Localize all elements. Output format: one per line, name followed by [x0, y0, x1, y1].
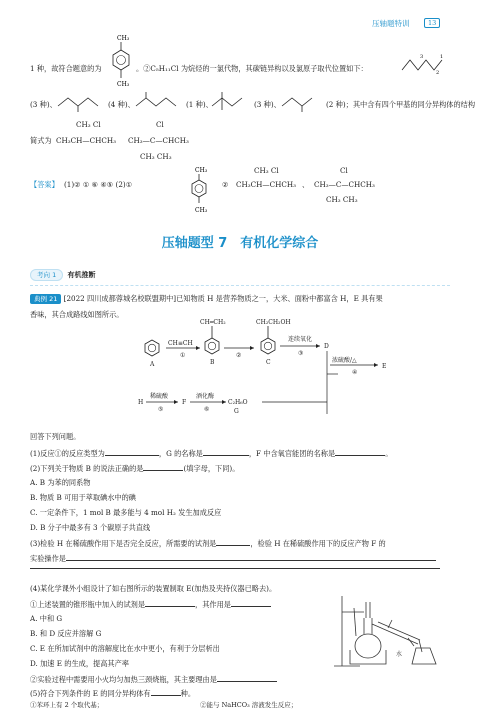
svg-text:2: 2 — [436, 70, 440, 74]
skeleton-chain-3 — [134, 90, 186, 112]
xylene-ch3-bottom: CH₃ — [117, 81, 130, 88]
count-2: (4 种)、 — [108, 100, 135, 109]
q4-1-text-a: ①上述装置的锥形瓶中加入的试剂是 — [30, 600, 146, 609]
q2-blank[interactable] — [143, 463, 183, 471]
q5-row — [30, 688, 195, 699]
answer-formula-2-main: CH₃—C—CHCH₃ — [314, 180, 375, 189]
answer-separator: 、 — [302, 180, 310, 189]
q3-text-a: (3)检验 H 在稀硫酸作用下是否完全反应，所需要的试剂是 — [30, 539, 217, 548]
q1-text-a: (1)反应①的反应类型为 — [30, 449, 105, 458]
answer-label: 【答案】 — [30, 180, 59, 189]
svg-text:CH₃: CH₃ — [195, 167, 208, 174]
q4-1-row — [30, 599, 271, 610]
water-label: 水 — [396, 651, 403, 658]
formula-2-main: CH₃—C—CHCH₃ — [128, 136, 189, 145]
count-5: (2 种)；其中含有四个甲基的同分异构体的结构 — [326, 100, 476, 109]
oxidation-label: 连续氧化 — [288, 336, 313, 343]
kaoxiang-row — [30, 270, 96, 280]
svg-text:1: 1 — [440, 54, 444, 60]
skeleton-chain-1 — [400, 52, 450, 74]
q3-text-b: ，检验 H 在稀硫酸作用下的反应产物 F 的 — [250, 539, 386, 548]
top-line-1-left: 1 种，故符合题意的为 — [30, 64, 102, 73]
q4-1-text-b: ，其作用是 — [195, 600, 231, 609]
q3-blank-2[interactable] — [66, 553, 436, 561]
label-C: C — [266, 359, 271, 366]
formula-1-top: CH₃ Cl — [76, 120, 101, 129]
q3-row — [30, 538, 386, 549]
count-1: (3 种)、 — [30, 100, 57, 109]
cond-5: ⑤ — [158, 406, 164, 413]
q1-blank-3[interactable] — [335, 448, 385, 456]
q3-blank-1[interactable] — [216, 538, 250, 546]
cond-4: ④ — [352, 369, 358, 376]
synthesis-scheme — [138, 318, 438, 430]
kaoxiang-badge: 考向 1 — [30, 269, 63, 281]
q2-opt-a: A. B 为苯的同系物 — [30, 478, 91, 487]
q3-text-c: 实验操作是 — [30, 554, 66, 563]
label-B: B — [210, 359, 215, 366]
q2-text-a: (2)下列关于物质 B 的说法正确的是 — [30, 464, 144, 473]
q4-2-blank[interactable] — [217, 674, 277, 682]
skeleton-chain-4 — [210, 90, 254, 112]
q2-row — [30, 463, 239, 474]
q2-opt-d: D. B 分子中最多有 3 个碳原子共直线 — [30, 523, 151, 532]
q4-1-blank-2[interactable] — [231, 599, 271, 607]
svg-text:CH₃: CH₃ — [195, 207, 208, 214]
cond-6: ⑥ — [204, 406, 210, 413]
q5-cond-2: ②能与 NaHCO₃ 溶液发生反应； — [200, 701, 298, 709]
C-substituent: CH₂CH₂OH — [256, 319, 291, 326]
formula-2-top: Cl — [156, 120, 164, 129]
q2-opt-b: B. 物质 B 可用于萃取碘水中的碘 — [30, 493, 136, 502]
structure-label: 简式为 — [30, 136, 52, 145]
example-badge: 典例 21 — [30, 294, 61, 304]
apparatus-diagram — [330, 592, 450, 672]
answer-formula-1-top: CH₃ Cl — [254, 166, 279, 175]
header-title: 压轴题特训 — [372, 19, 410, 28]
q2-text-b: (填字母，下同)。 — [183, 464, 240, 473]
top-line-1-right: 。②C₅H₁₁Cl 为烷烃的一氯代物，其碳链异构以及氯原子取代位置如下： — [136, 64, 368, 73]
B-substituent: CH═CH₂ — [200, 319, 226, 326]
formula-1-main: CH₃CH—CHCH₃ — [56, 136, 117, 145]
q-intro: 回答下列问题。 — [30, 432, 81, 441]
q1-text-d: 。 — [385, 449, 393, 458]
count-4: (3 种)、 — [254, 100, 281, 109]
xylene-ch3-top: CH₃ — [117, 35, 130, 42]
cond-1: ① — [180, 352, 186, 359]
q1-blank-1[interactable] — [105, 448, 159, 456]
page-number: 13 — [424, 18, 440, 28]
q4-opt-a: A. 中和 G — [30, 614, 63, 623]
answer-formula-1-main: CH₃CH—CHCH₃ — [236, 180, 297, 189]
answer-formula-2-top: Cl — [340, 166, 348, 175]
q4-1-blank-1[interactable] — [145, 599, 195, 607]
q4-2-text: ②实验过程中需要用小火均匀加热三颈烧瓶，其主要理由是 — [30, 675, 217, 684]
q4-2-row — [30, 674, 277, 685]
label-F: F — [182, 399, 187, 406]
q1-row — [30, 448, 392, 459]
answer-formula-2-sub: CH₃ CH₃ — [326, 195, 358, 204]
xylene-structure — [108, 32, 134, 92]
cond-3: ③ — [298, 350, 304, 357]
q5-blank[interactable] — [151, 688, 181, 696]
formula-2-sub: CH₃ CH₃ — [140, 152, 172, 161]
cond-2: ② — [236, 352, 242, 359]
label-A: A — [150, 361, 155, 368]
q1-text-c: ，F 中含氧官能团的名称是 — [248, 449, 336, 458]
answer-part-2: ② — [222, 180, 229, 189]
q5-text-a: (5)符合下列条件的 E 的同分异构体有 — [30, 689, 151, 698]
q5-text-b: 种。 — [180, 689, 196, 698]
label-H: H — [138, 399, 144, 406]
example-text-1: [2022 四川成都蓉城名校联盟期中]已知物质 H 是营养物质之一，大米、面粉中都富含 H，E 具有果 — [63, 294, 383, 303]
acid-label: 浓硫酸/△ — [332, 357, 357, 364]
dilute-acid: 稀硫酸 — [150, 393, 169, 400]
enzyme-label: 酒化酶 — [196, 393, 215, 400]
acetylene: CH≡CH — [168, 340, 193, 347]
skeleton-chain-2 — [56, 92, 106, 112]
q3-row-2 — [30, 553, 436, 564]
label-D: D — [324, 343, 329, 350]
skeleton-chain-5 — [280, 90, 324, 112]
label-G-formula: C₂H₆O — [228, 399, 248, 406]
section-title: 压轴题型 7 有机化学综合 — [161, 236, 319, 251]
q3-blank-3[interactable] — [30, 568, 440, 569]
answer-part-1: (1)② ① ⑥ ④⑤ (2)① — [64, 180, 133, 189]
answer-xylene-structure — [186, 165, 212, 217]
q4-intro: (4)某化学课外小组设计了如右图所示的装置制取 E(加热及夹持仪器已略去)。 — [30, 584, 277, 593]
label-E: E — [382, 363, 387, 370]
kaoxiang-title: 有机推断 — [67, 271, 96, 279]
svg-text:3: 3 — [420, 54, 424, 60]
q1-blank-2[interactable] — [203, 448, 249, 456]
label-G: G — [234, 408, 239, 415]
q2-opt-c: C. 一定条件下，1 mol B 最多能与 4 mol H₂ 发生加成反应 — [30, 508, 222, 517]
divider — [30, 285, 450, 286]
count-3: (1 种)、 — [186, 100, 213, 109]
example-text-2: 香味，其合成路线如图所示。 — [30, 310, 124, 319]
q4-opt-c: C. E 在所加试剂中的溶解度比在水中更小，有利于分层析出 — [30, 644, 220, 653]
example-line-1 — [30, 294, 383, 304]
q4-opt-d: D. 加速 E 的生成，提高其产率 — [30, 659, 129, 668]
q4-opt-b: B. 和 D 反应并溶解 G — [30, 629, 102, 638]
q1-text-b: ，G 的名称是 — [158, 449, 203, 458]
q5-cond-1: ①苯环上有 2 个取代基； — [30, 701, 104, 709]
